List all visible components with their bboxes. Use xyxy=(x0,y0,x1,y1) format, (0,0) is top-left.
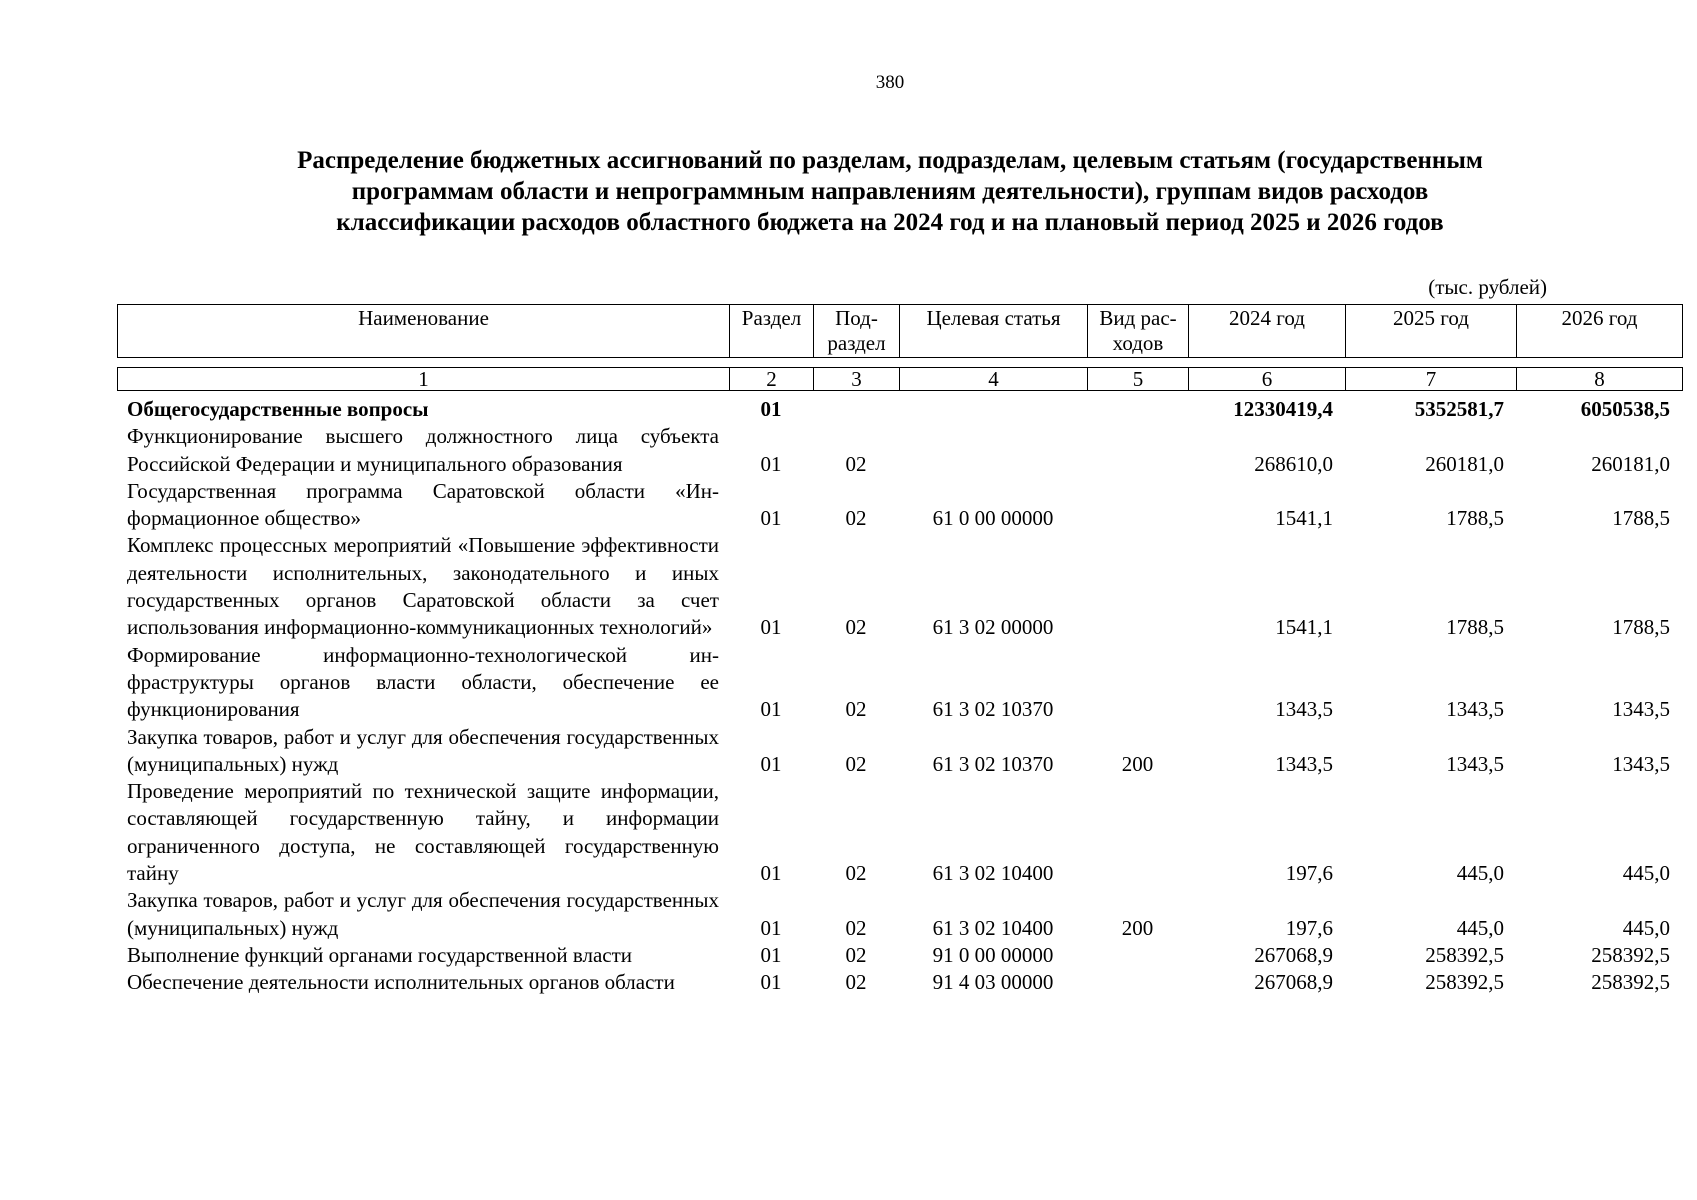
cell-name: Проведение мероприятий по технической защите информации, составляющей государственную тайну, и информации ограниченного доступа, не составляющей государственную тайну xyxy=(127,779,719,886)
header-2025: 2025 год xyxy=(1346,305,1517,358)
cell-vid-rashodov xyxy=(1087,423,1188,478)
cell-podrazdel: 02 xyxy=(845,942,867,967)
cell-podrazdel: 02 xyxy=(845,697,867,722)
cell-2024: 1541,1 xyxy=(1275,615,1333,640)
column-number: 5 xyxy=(1088,368,1189,391)
cell-razdel: 01 xyxy=(760,942,782,967)
cell-2024: 1343,5 xyxy=(1275,697,1333,722)
table-row xyxy=(117,887,1682,942)
cell-podrazdel: 02 xyxy=(845,915,867,940)
cell-celevaya-statya xyxy=(899,396,1087,423)
cell-2026: 445,0 xyxy=(1622,915,1670,940)
cell-name: Государственная программа Саратовской области «Информационное общество» xyxy=(127,478,719,531)
cell-2025: 1788,5 xyxy=(1446,506,1504,531)
title-line: программам области и непрограммным направлениям деятельности), группам видов расходов xyxy=(351,178,1429,205)
cell-celevaya-statya: 61 3 02 10400 xyxy=(932,915,1054,940)
cell-razdel: 01 xyxy=(760,397,782,421)
cell-name: Общегосударственные вопросы xyxy=(127,397,429,421)
cell-2024: 197,6 xyxy=(1285,861,1333,886)
table-row xyxy=(117,478,1682,533)
cell-2024: 267068,9 xyxy=(1254,970,1333,995)
cell-podrazdel: 02 xyxy=(845,451,867,476)
cell-razdel: 01 xyxy=(760,751,782,776)
cell-2026: 1343,5 xyxy=(1612,697,1670,722)
cell-razdel: 01 xyxy=(760,861,782,886)
cell-name: Функционирование высшего должностного лица субъекта Российской Федерации и муниципального образования xyxy=(127,424,719,476)
cell-2025: 1343,5 xyxy=(1446,697,1504,722)
cell-celevaya-statya xyxy=(899,423,1087,478)
cell-2024: 1343,5 xyxy=(1275,751,1333,776)
cell-celevaya-statya: 61 0 00 00000 xyxy=(932,506,1054,531)
table-row xyxy=(117,942,1682,969)
cell-2025: 1788,5 xyxy=(1446,615,1504,640)
cell-podrazdel: 02 xyxy=(845,506,867,531)
cell-2025: 258392,5 xyxy=(1425,970,1504,995)
cell-2025: 445,0 xyxy=(1456,861,1504,886)
cell-podrazdel: 02 xyxy=(845,861,867,886)
document-title xyxy=(170,145,1610,238)
cell-razdel: 01 xyxy=(760,615,782,640)
table-row xyxy=(117,642,1682,724)
cell-podrazdel: 02 xyxy=(845,615,867,640)
cell-razdel: 01 xyxy=(760,915,782,940)
cell-name: Закупка товаров, работ и услуг для обеспечения государственных (муниципальных) нужд xyxy=(127,888,719,940)
cell-2026: 1343,5 xyxy=(1612,751,1670,776)
table-row xyxy=(117,969,1682,996)
column-number: 6 xyxy=(1189,368,1346,391)
header-podrazdel: Под- раздел xyxy=(814,305,900,358)
cell-vid-rashodov: 200 xyxy=(1121,915,1154,940)
cell-2026: 260181,0 xyxy=(1591,451,1670,476)
cell-2024: 268610,0 xyxy=(1254,451,1333,476)
table-row xyxy=(117,778,1682,887)
cell-vid-rashodov: 200 xyxy=(1121,751,1154,776)
cell-podrazdel xyxy=(813,396,899,423)
cell-celevaya-statya: 91 4 03 00000 xyxy=(932,970,1054,995)
cell-podrazdel: 02 xyxy=(845,970,867,995)
title-line: классификации расходов областного бюджета на 2024 год и на плановый период 2025 и 2026 годов xyxy=(336,209,1444,236)
header-vid-rashodov: Вид рас- ходов xyxy=(1088,305,1189,358)
cell-vid-rashodov xyxy=(1087,478,1188,533)
cell-celevaya-statya: 61 3 02 00000 xyxy=(932,615,1054,640)
column-number: 1 xyxy=(118,368,730,391)
cell-name: Обеспечение деятельности исполнительных органов области xyxy=(127,970,675,995)
cell-name: Закупка товаров, работ и услуг для обеспечения государственных (муниципальных) нужд xyxy=(127,724,719,776)
cell-celevaya-statya: 61 3 02 10370 xyxy=(932,751,1054,776)
column-number: 3 xyxy=(814,368,900,391)
cell-celevaya-statya: 61 3 02 10370 xyxy=(932,697,1054,722)
column-numbers-row xyxy=(117,367,1683,391)
cell-name: Комплекс процессных мероприятий «Повышение эффективности деятельности исполнительных, законодательного и иных государственных органов Саратовской области за счет использования информационно-коммуникационных технологий» xyxy=(127,533,719,640)
page-number: 380 xyxy=(875,72,905,93)
cell-podrazdel: 02 xyxy=(845,751,867,776)
cell-name: Выполнение функций органами государственной власти xyxy=(127,942,633,967)
cell-razdel: 01 xyxy=(760,970,782,995)
cell-2026: 445,0 xyxy=(1622,861,1670,886)
column-number: 7 xyxy=(1346,368,1517,391)
cell-razdel: 01 xyxy=(760,506,782,531)
cell-2024: 267068,9 xyxy=(1254,942,1333,967)
cell-2025: 260181,0 xyxy=(1425,451,1504,476)
title-line: Распределение бюджетных ассигнований по разделам, подразделам, целевым статьям (государственным xyxy=(297,147,1483,174)
cell-2026: 6050538,5 xyxy=(1580,397,1670,421)
table-row xyxy=(117,724,1682,779)
cell-celevaya-statya: 91 0 00 00000 xyxy=(932,942,1054,967)
table-header xyxy=(117,304,1683,358)
cell-vid-rashodov xyxy=(1087,642,1188,724)
column-number: 4 xyxy=(900,368,1088,391)
cell-vid-rashodov xyxy=(1087,532,1188,641)
cell-2026: 1788,5 xyxy=(1612,506,1670,531)
header-razdel: Раздел xyxy=(730,305,814,358)
cell-name: Формирование информационно-технологической инфраструктуры органов власти области, обеспечение ее функционирования xyxy=(127,642,719,722)
cell-celevaya-statya: 61 3 02 10400 xyxy=(932,861,1054,886)
budget-table-body xyxy=(117,396,1682,997)
cell-2026: 258392,5 xyxy=(1591,942,1670,967)
cell-2025: 258392,5 xyxy=(1425,942,1504,967)
header-2026: 2026 год xyxy=(1517,305,1683,358)
cell-2024: 1541,1 xyxy=(1275,506,1333,531)
cell-vid-rashodov xyxy=(1087,396,1188,423)
column-number: 2 xyxy=(730,368,814,391)
table-row xyxy=(117,532,1682,641)
header-name: Наименование xyxy=(118,305,730,358)
table-row xyxy=(117,423,1682,478)
cell-razdel: 01 xyxy=(760,451,782,476)
cell-vid-rashodov xyxy=(1087,969,1188,996)
column-number: 8 xyxy=(1517,368,1683,391)
cell-2025: 1343,5 xyxy=(1446,751,1504,776)
header-2024: 2024 год xyxy=(1189,305,1346,358)
cell-razdel: 01 xyxy=(760,697,782,722)
cell-vid-rashodov xyxy=(1087,942,1188,969)
cell-2025: 445,0 xyxy=(1456,915,1504,940)
cell-2025: 5352581,7 xyxy=(1414,397,1504,421)
cell-2026: 258392,5 xyxy=(1591,970,1670,995)
cell-2024: 197,6 xyxy=(1285,915,1333,940)
header-celevaya-statya: Целевая статья xyxy=(900,305,1088,358)
cell-2024: 12330419,4 xyxy=(1233,397,1333,421)
cell-vid-rashodov xyxy=(1087,778,1188,887)
cell-2026: 1788,5 xyxy=(1612,615,1670,640)
table-row xyxy=(117,396,1682,423)
units-label: (тыс. рублей) xyxy=(1428,275,1547,299)
